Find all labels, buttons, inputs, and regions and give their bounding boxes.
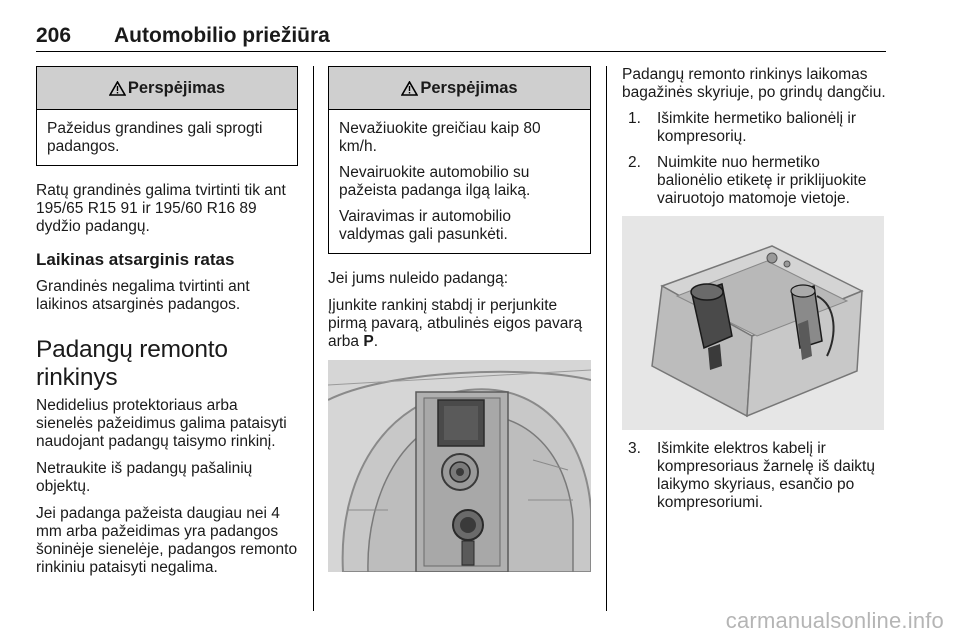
text: Įjunkite rankinį stabdį ir perjunkite pirmą pavarą, atbulinės eigos pavarą arba: [328, 297, 583, 350]
warning-title: Perspėjimas: [127, 78, 226, 97]
warning-triangle-icon: [109, 81, 126, 96]
warning-text: Nevažiuokite greičiau kaip 80 km/h.: [339, 120, 541, 155]
warning-title: Perspėjimas: [420, 78, 518, 97]
warning-body: [329, 110, 590, 253]
column-divider-1: [313, 66, 314, 611]
watermark: carmanualsonline.info: [725, 608, 944, 633]
paragraph: Ratų grandinės galima tvirtinti tik ant 195/65 R15 91 ir 195/60 R16 89 dydžio padangų.: [36, 182, 286, 235]
column-divider-2: [606, 66, 607, 611]
steps-list: [622, 440, 886, 512]
warning-body: [37, 110, 297, 165]
section-heading-repair-kit: Padangų remonto rinkinys: [36, 336, 228, 391]
paragraph: Padangų remonto rinkinys laikomas bagažinės skyriuje, po grindų dangčiu.: [622, 66, 886, 101]
warning-text: Vairavimas ir automobilio valdymas gali pasunkėti.: [339, 208, 511, 243]
paragraph: Jei jums nuleido padangą:: [328, 270, 509, 287]
section-heading-spare-wheel: Laikinas atsarginis ratas: [36, 250, 235, 269]
paragraph: Jei padanga pažeista daugiau nei 4 mm arba pažeidimas yra padangos šoninėje sienelėje, padangos remonto rinkiniu pataisyti negalima.: [36, 505, 298, 576]
step-number: 3.: [628, 440, 641, 457]
warning-triangle-icon: [401, 81, 418, 96]
column-2: [328, 66, 591, 572]
warning-box: [36, 66, 298, 166]
repair-kit-tray-illustration: [622, 216, 884, 430]
step-text: Nuimkite nuo hermetiko balionėlio etiketę ir priklijuokite vairuotojo matomoje vietoje.: [657, 154, 867, 207]
column-3: [622, 66, 886, 520]
warning-box: [328, 66, 591, 254]
warning-text: Pažeidus grandines gali sprogti padangos.: [47, 120, 263, 155]
paragraph: Nedidelius protektoriaus arba sienelės pažeidimus galima pataisyti naudojant padangų taisymo rinkinį.: [36, 397, 287, 450]
warning-header: [37, 67, 297, 110]
step-text: Išimkite hermetiko balionėlį ir kompresorių.: [657, 110, 856, 145]
step-text: Išimkite elektros kabelį ir kompresoriaus žarnelę iš daiktų laikymo skyriaus, esančio po kompresoriumi.: [657, 440, 875, 511]
page-title: Automobilio priežiūra: [114, 24, 330, 47]
list-item: [628, 154, 886, 208]
paragraph: Netraukite iš padangų pašalinių objektų.: [36, 460, 253, 495]
list-item: [628, 110, 886, 146]
warning-header: [329, 67, 590, 110]
step-number: 2.: [628, 154, 641, 171]
trunk-spare-well-illustration: [328, 360, 591, 572]
step-number: 1.: [628, 110, 641, 127]
paragraph: [328, 297, 591, 351]
paragraph: Grandinės negalima tvirtinti ant laikinos atsarginės padangos.: [36, 278, 250, 313]
warning-text: Nevairuokite automobilio su pažeista padanga ilgą laiką.: [339, 164, 531, 199]
column-1: [36, 66, 298, 586]
steps-list: [622, 110, 886, 208]
page-number: 206: [36, 24, 72, 47]
text: .: [373, 333, 378, 350]
page-header: [36, 22, 886, 52]
list-item: [628, 440, 886, 512]
gear-p-label: P: [363, 333, 374, 350]
